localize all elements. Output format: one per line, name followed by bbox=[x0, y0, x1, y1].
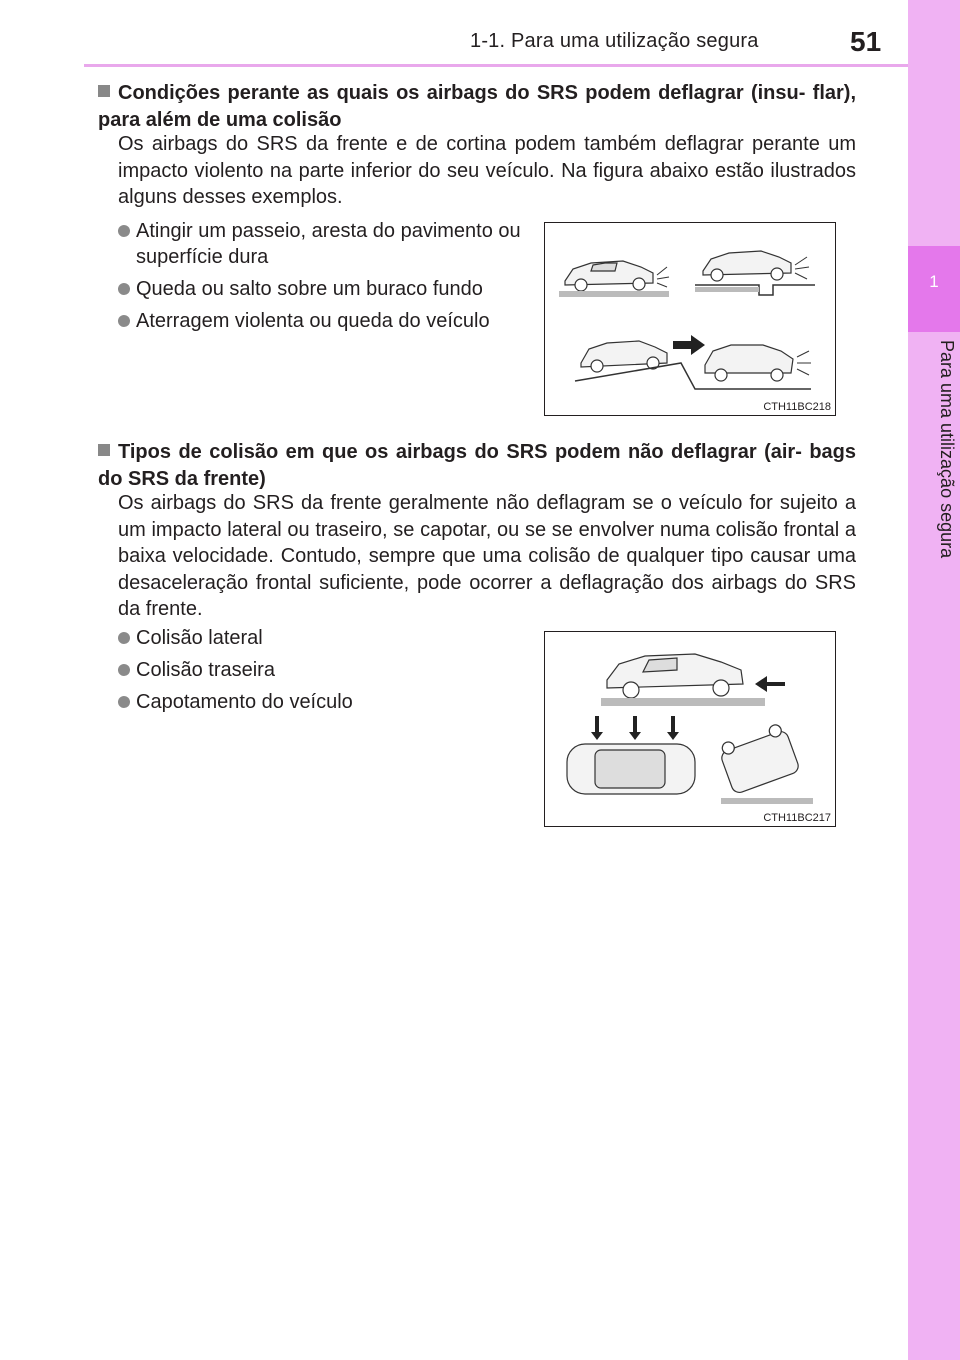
section-heading-text: Condições perante as quais os airbags do SRS podem deflagrar (insu- flar), para além de uma colisão bbox=[98, 82, 856, 131]
car-landing-icon bbox=[705, 345, 793, 381]
bullet-list bbox=[118, 625, 518, 721]
list-item-text: Atingir um passeio, aresta do pavimento ou superfície dura bbox=[136, 220, 521, 268]
car-hole-icon bbox=[703, 251, 791, 281]
car-rollover-icon bbox=[717, 722, 801, 795]
section-heading-deployment-conditions bbox=[98, 80, 856, 134]
car-curb-icon bbox=[565, 261, 653, 291]
list-item bbox=[118, 308, 528, 334]
bullet-list bbox=[118, 218, 528, 340]
arrow-right-icon bbox=[673, 335, 705, 355]
page-number: 51 bbox=[850, 26, 882, 57]
round-bullet-icon bbox=[118, 283, 130, 295]
square-bullet-icon bbox=[98, 85, 110, 97]
section-body-text: Os airbags do SRS da frente e de cortina podem também deflagrar perante um impacto violento na parte inferior do seu veículo. Na figura abaixo estão ilustrados alguns desses exemplos. bbox=[118, 133, 856, 208]
side-impact-arrows-icon bbox=[591, 716, 679, 740]
list-item-text: Capotamento do veículo bbox=[136, 691, 353, 713]
figure-impact-examples bbox=[544, 222, 836, 416]
list-item bbox=[118, 218, 528, 270]
list-item-text: Colisão traseira bbox=[136, 659, 275, 681]
figure-collision-types bbox=[544, 631, 836, 827]
impact-lines-icon bbox=[657, 267, 669, 287]
list-item bbox=[118, 276, 528, 302]
list-item-text: Queda ou salto sobre um buraco fundo bbox=[136, 278, 483, 300]
round-bullet-icon bbox=[118, 696, 130, 708]
round-bullet-icon bbox=[118, 664, 130, 676]
list-item-text: Aterragem violenta ou queda do veículo bbox=[136, 310, 490, 332]
header-divider bbox=[84, 64, 908, 67]
list-item-text: Colisão lateral bbox=[136, 627, 263, 649]
section-title: 1-1. Para uma utilização segura bbox=[470, 30, 759, 52]
chapter-side-tab bbox=[908, 0, 960, 1360]
list-item bbox=[118, 689, 518, 715]
collision-types-illustration bbox=[545, 632, 835, 826]
round-bullet-icon bbox=[118, 315, 130, 327]
figure-code: CTH11BC218 bbox=[763, 401, 831, 413]
figure-code: CTH11BC217 bbox=[763, 812, 831, 824]
chapter-label: Para uma utilização segura bbox=[937, 340, 957, 559]
section-heading-text: Tipos de colisão em que os airbags do SRS podem não deflagrar (air- bags do SRS da frente) bbox=[98, 441, 856, 490]
car-rear-impact-icon bbox=[607, 654, 743, 698]
list-item bbox=[118, 625, 518, 651]
round-bullet-icon bbox=[118, 225, 130, 237]
chapter-number: 1 bbox=[929, 272, 939, 291]
impact-examples-illustration bbox=[545, 223, 835, 415]
list-item bbox=[118, 657, 518, 683]
round-bullet-icon bbox=[118, 632, 130, 644]
arrow-left-icon bbox=[755, 676, 785, 692]
section-heading-non-deployment bbox=[98, 439, 856, 493]
square-bullet-icon bbox=[98, 444, 110, 456]
section-body-text: Os airbags do SRS da frente geralmente não deflagram se o veículo for sujeito a um impacto lateral ou traseiro, se capotar, ou se se envolver numa colisão frontal a baixa velocidade. Contudo, sempre que uma colisão de qualquer tipo causar uma desaceleração frontal suficiente, pode ocorrer a deflagração dos airbags do SRS da frente. bbox=[118, 492, 856, 620]
car-top-view-icon bbox=[567, 744, 695, 794]
